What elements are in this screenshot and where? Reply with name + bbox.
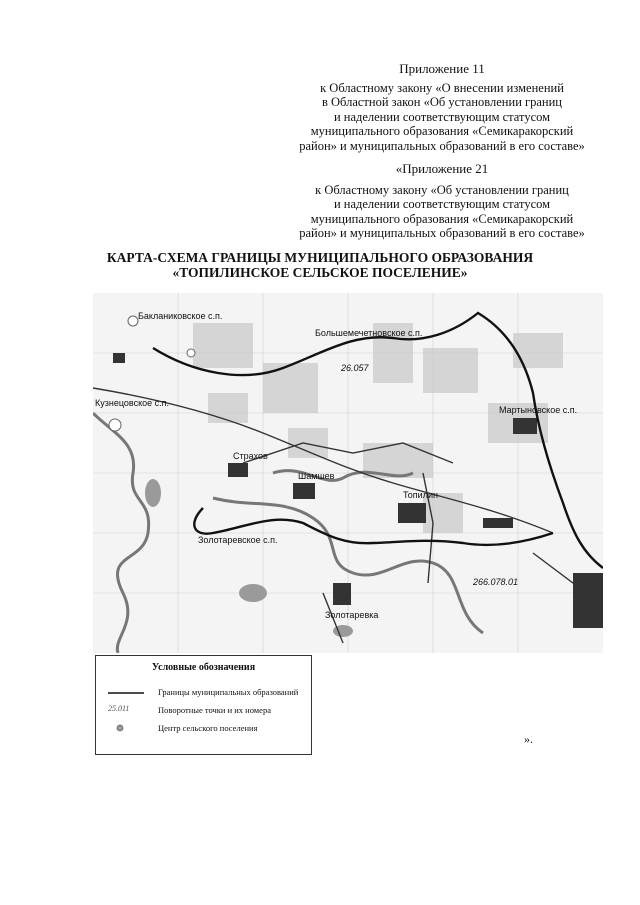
label-topilin: Топилин [403, 490, 438, 500]
annex-21-number: «Приложение 21 [395, 161, 489, 176]
map-title-line-2: «ТОПИЛИНСКОЕ СЕЛЬСКОЕ ПОСЕЛЕНИЕ» [172, 265, 468, 280]
annex-21-line: к Областному закону «Об установлении границ [315, 182, 569, 197]
label-turn-point: 266.078.01 [473, 577, 519, 587]
label-bolshemechetnovskoe: Большемечетновское с.п. [315, 328, 423, 338]
label-zolotarevskoe: Золотаревское с.п. [198, 535, 278, 545]
map-title [60, 250, 580, 280]
annex-21-line: муниципального образования «Семикаракорский [310, 211, 574, 226]
turn-point-symbol: 25.011 [108, 704, 130, 713]
topographic-map[interactable] [93, 293, 603, 653]
legend-item-turn-points [96, 704, 311, 718]
legend-item-boundary [96, 686, 311, 700]
label-shamshev: Шамшев [298, 471, 335, 481]
annex-11-line: муниципального образования «Семикаракорский [310, 124, 574, 138]
label-strakhov: Страхов [233, 451, 268, 461]
annex-11-line: к Областному закону «О внесении изменений [320, 80, 564, 95]
legend-text: Границы муниципальных образований [158, 687, 299, 697]
legend-text: Поворотные точки и их номера [158, 705, 271, 715]
legend-heading: Условные обозначения [151, 662, 256, 673]
map-title-line-1: КАРТА-СХЕМА ГРАНИЦЫ МУНИЦИПАЛЬНОГО ОБРАЗОВАНИЯ [106, 250, 534, 265]
center-dot-icon [108, 722, 144, 736]
annex-21-header [292, 162, 592, 241]
map-legend [95, 655, 312, 755]
legend-text: Центр сельского поселения [158, 723, 258, 733]
boundary-line-icon [108, 686, 144, 700]
label-kuznetsovskoe: Кузнецовское с.п. [95, 398, 170, 408]
annex-11-line: в Областной закон «Об установлении границ [321, 95, 562, 109]
label-martynovskoe: Мартыновское с.п. [499, 405, 578, 415]
settlement-center-dots [109, 316, 195, 431]
label-zolotarevka: Золотаревка [325, 610, 379, 620]
settlements [113, 353, 603, 628]
annex-11-line: и наделении соответствующим статусом [333, 109, 551, 124]
annex-21-line: и наделении соответствующим статусом [333, 197, 551, 211]
annex-21-line: район» и муниципальных образований в его составе» [299, 226, 585, 240]
annex-11-number: Приложение 11 [399, 61, 485, 76]
label-baklanikovskoe: Бакланиковское с.п. [138, 311, 223, 321]
map-canvas [93, 293, 603, 653]
annex-11-header [292, 62, 592, 153]
legend-item-center [96, 722, 311, 736]
label-turn-point: 26.057 [341, 363, 369, 373]
annex-11-line: район» и муниципальных образований в его составе» [299, 138, 585, 153]
closing-quote: ». [524, 732, 533, 746]
